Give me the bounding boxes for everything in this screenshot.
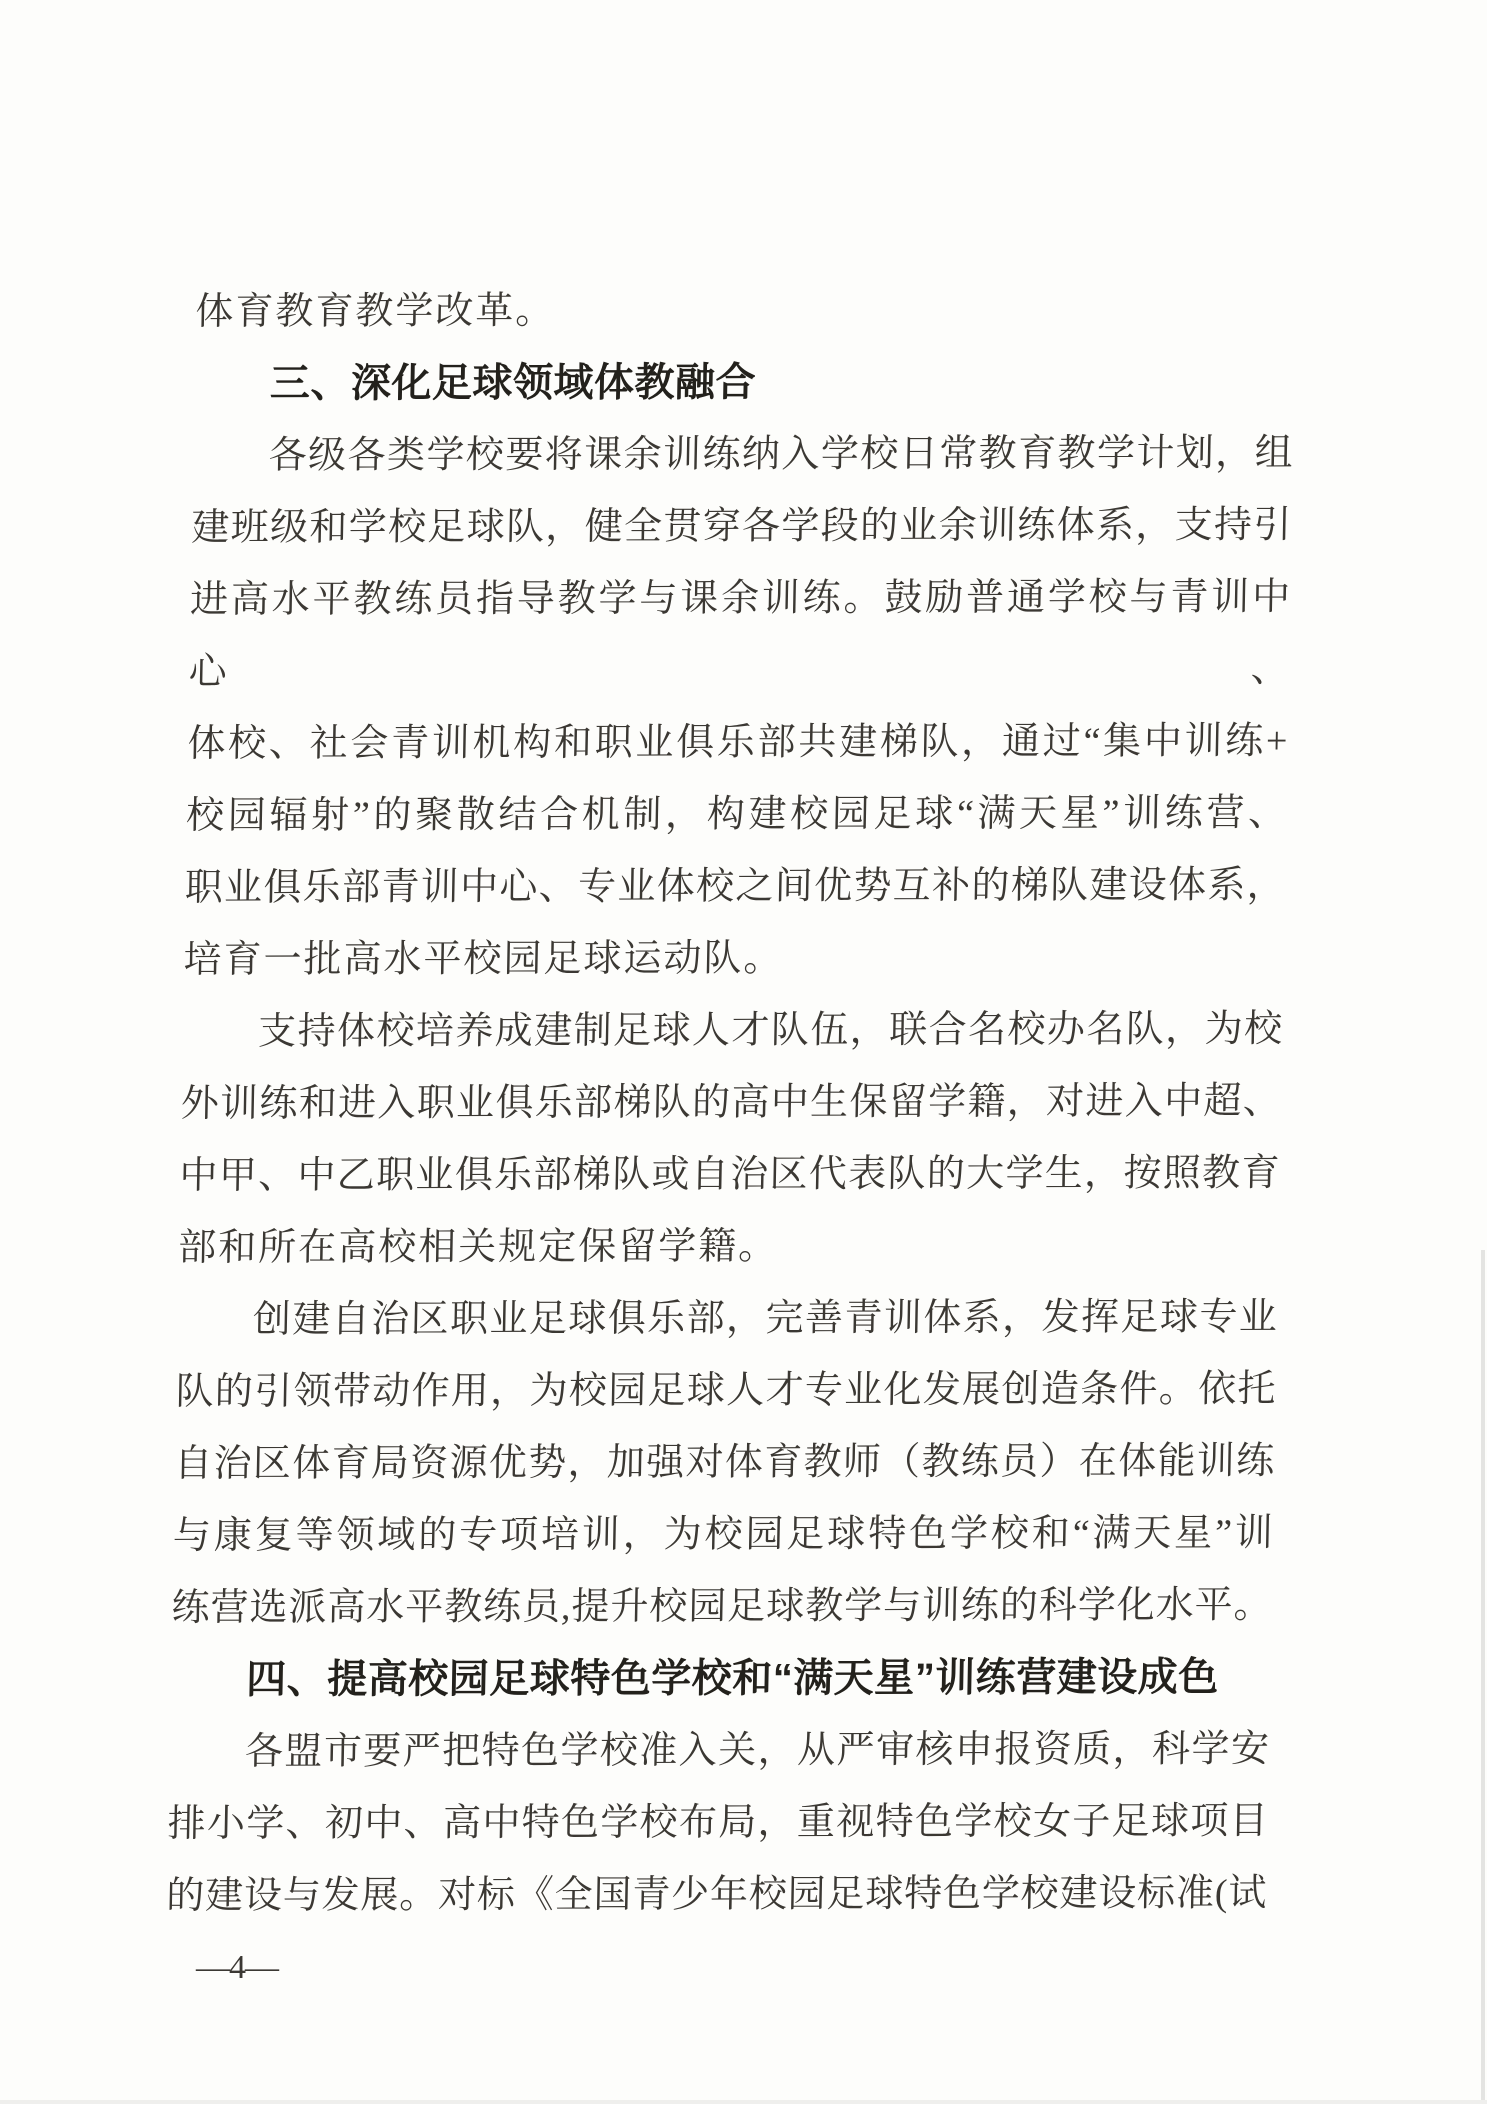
text-line: 各级各类学校要将课余训练纳入学校日常教育教学计划，组: [268, 432, 1294, 477]
scan-edge-shadow-bottom: [0, 2100, 1487, 2104]
text-line: 排小学、初中、高中特色学校布局，重视特色学校女子足球项目: [167, 1800, 1269, 1846]
text-line: 队的引领带动作用，为校园足球人才专业化发展创造条件。依托: [175, 1368, 1276, 1414]
text-line: 培育一批高水平校园足球运动队。: [183, 937, 784, 982]
text-line: 职业俱乐部青训中心、专业体校之间优势互补的梯队建设体系，: [184, 864, 1286, 910]
text-line: 的建设与发展。对标《全国青少年校园足球特色学校建设标准(试: [165, 1872, 1267, 1918]
text-line: 外训练和进入职业俱乐部梯队的高中生保留学籍，对进入中超、: [180, 1080, 1282, 1126]
text-line: 中甲、中乙职业俱乐部梯队或自治区代表队的大学生，按照教育: [179, 1152, 1280, 1198]
text-line: 与康复等领域的专项培训，为校园足球特色学校和“满天星”训: [172, 1512, 1274, 1558]
text-line: 练营选派高水平教练员,提升校园足球教学与训练的科学化水平。: [171, 1584, 1272, 1630]
text-line: 体育教育教学改革。: [194, 290, 556, 334]
text-line: 进高水平教练员指导教学与课余训练。鼓励普通学校与青训中心、: [188, 576, 1291, 694]
page-number: —4—: [196, 1949, 278, 1986]
text-line: 体校、社会青训机构和职业俱乐部共建梯队，通过“集中训练+: [187, 720, 1288, 766]
scan-edge-shadow-right: [1481, 1250, 1485, 2104]
text-line: 建班级和学校足球队，健全贯穿各学段的业余训练体系，支持引: [190, 504, 1292, 550]
text-line: 支持体校培养成建制足球人才队伍，联合名校办名队，为校: [257, 1008, 1283, 1053]
document-body: [166, 273, 1296, 1932]
text-line: 部和所在高校相关规定保留学籍。: [177, 1225, 779, 1270]
text-line: 各盟市要严把特色学校准入关，从严审核申报资质，科学安: [244, 1728, 1270, 1773]
section-heading: 四、提高校园足球特色学校和“满天星”训练营建设成色: [245, 1655, 1220, 1702]
section-heading: 三、深化足球领域体教融合: [269, 360, 757, 406]
text-line: 自治区体育局资源优势，加强对体育教师（教练员）在体能训练: [173, 1440, 1275, 1486]
text-line: 创建自治区职业足球俱乐部，完善青训体系，发挥足球专业: [252, 1296, 1278, 1341]
text-line: 校园辐射”的聚散结合机制，构建校园足球“满天星”训练营、: [185, 792, 1287, 838]
